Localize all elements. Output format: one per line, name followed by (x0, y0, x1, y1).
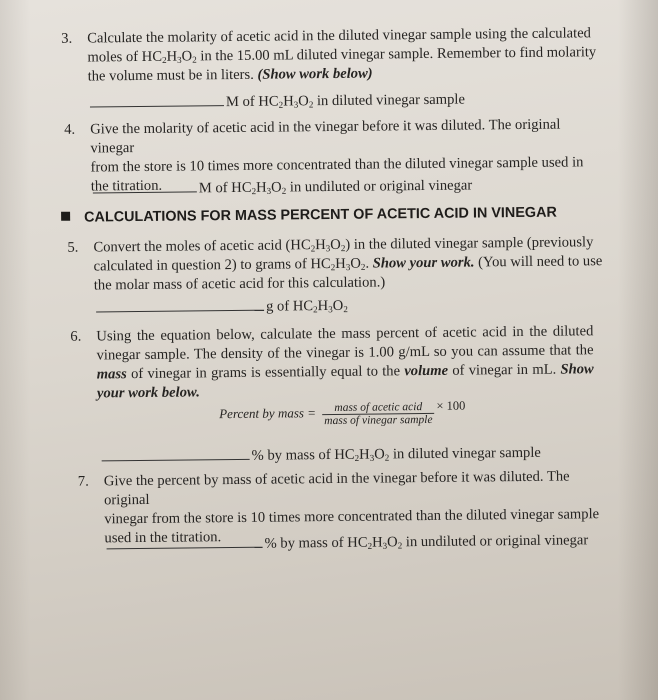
text-run: (You will need to use (474, 253, 603, 271)
mass-percent-formula (219, 399, 465, 428)
text-run: O (387, 534, 398, 551)
subscript: 3 (345, 262, 351, 273)
question-line: the molar mass of acetic acid for this calculation.) (93, 274, 386, 294)
answer-blank[interactable] (107, 547, 263, 550)
answer-blank[interactable] (93, 191, 197, 193)
square-bullet-icon (61, 212, 70, 221)
subscript: 2 (278, 99, 284, 110)
subscript: 3 (177, 54, 182, 65)
answer-line-6[interactable] (102, 444, 541, 468)
text-run: H (371, 534, 383, 551)
text-run: O (298, 93, 309, 110)
text-run: H (283, 93, 294, 110)
subscript: 2 (281, 185, 287, 196)
question-text (87, 24, 600, 86)
subscript: 2 (354, 452, 360, 464)
question-3 (61, 24, 601, 85)
text-run: M of HC (225, 93, 279, 111)
subscript: 2 (308, 99, 314, 110)
text-run: ) in the diluted vinegar sample (previously (345, 234, 594, 253)
question-text (96, 322, 594, 403)
subscript: 3 (266, 185, 272, 196)
emphasis-text: Show your work. (372, 254, 475, 272)
heading-text: CALCULATIONS FOR MASS PERCENT OF ACETIC ACID IN VINEGAR (84, 204, 557, 226)
text-run: Convert the moles of acetic acid (HC (93, 237, 311, 256)
text-run: calculated in question 2) to grams of HC (93, 255, 331, 275)
text-run: H (359, 446, 370, 463)
subscript: 2 (251, 186, 257, 197)
text-run: the volume must be in liters. (87, 66, 258, 85)
text-run: . (365, 255, 373, 272)
text-run: in undiluted or original vinegar (286, 177, 473, 196)
text-run: in diluted vinegar sample (313, 91, 465, 110)
answer-line-3[interactable] (90, 91, 465, 114)
text-run: in the 15.00 mL diluted vinegar sample. Remember to find molarity (196, 44, 597, 65)
page-shadow-right (618, 0, 658, 700)
subscript: 2 (310, 243, 316, 254)
question-number: 6. (70, 328, 82, 345)
page-shadow-left (0, 0, 30, 700)
subscript: 3 (369, 452, 375, 463)
text-run: in diluted vinegar sample (389, 444, 541, 463)
text-run: H (315, 237, 326, 254)
text-run: g of HC (265, 298, 314, 315)
emphasis-text: mass (96, 366, 127, 383)
subscript: 2 (192, 54, 197, 65)
question-line: Give the percent by mass of acetic acid in the vinegar before it was diluted. The original (103, 468, 570, 509)
question-line: used in the titration. (104, 529, 222, 547)
text-run: O (374, 446, 385, 463)
answer-blank[interactable] (90, 105, 224, 107)
question-number: 4. (64, 121, 76, 138)
text-run: O (332, 297, 344, 314)
subscript: 2 (313, 304, 318, 315)
question-line: the titration. (90, 177, 163, 195)
answer-line-4[interactable] (93, 177, 473, 200)
subscript: 2 (330, 262, 336, 273)
subscript: 2 (162, 54, 167, 65)
question-line (88, 62, 600, 86)
text-run: % by mass of HC (264, 534, 368, 552)
section-heading (61, 205, 557, 226)
text-run: of vinegar in grams is essentially equal to the (126, 363, 405, 383)
question-number: 5. (67, 239, 79, 256)
question-line: from the store is 10 times more concentrated than the diluted vinegar sample used in (90, 154, 584, 176)
formula-denominator: mass of vinegar sample (324, 413, 433, 427)
question-line: vinegar from the store is 10 times more concentrated than the diluted vinegar sample (104, 506, 600, 528)
question-line: Calculate the molarity of acetic acid in the diluted vinegar sample using the calculated (87, 25, 592, 47)
text-run: O (350, 255, 361, 272)
emphasis-text: Show (560, 361, 594, 378)
subscript: 2 (367, 540, 373, 551)
question-line: Give the molarity of acetic acid in the vinegar before it was diluted. The original vinegar (90, 116, 561, 157)
subscript: 2 (343, 304, 348, 315)
text-run: H (255, 179, 267, 196)
text-run: moles of HC (87, 48, 163, 66)
subscript: 3 (382, 540, 388, 551)
text-run: of vinegar in mL. (447, 361, 561, 379)
formula-label: Percent by mass = (219, 405, 317, 422)
text-run: O (330, 236, 341, 253)
emphasis-text: (Show work below) (257, 65, 373, 83)
answer-line-7[interactable] (106, 531, 588, 555)
formula-numerator: mass of acetic acid (322, 400, 434, 414)
question-line: Using the equation below, calculate the mass percent of acetic acid in the diluted (96, 323, 594, 345)
question-number: 7. (77, 473, 89, 490)
text-run: H (317, 298, 329, 315)
subscript: 3 (328, 304, 333, 315)
text-run: H (166, 48, 178, 65)
emphasis-text: your work below. (96, 384, 200, 402)
subscript: 3 (293, 99, 299, 110)
text-run: in undiluted or original vinegar (402, 532, 589, 551)
subscript: 2 (360, 261, 366, 272)
subscript: 2 (340, 243, 346, 254)
question-line: vinegar sample. The density of the vinegar is 1.00 g/mL so you can assume that the (96, 342, 594, 364)
text-run: O (181, 48, 193, 65)
text-run: % by mass of HC (251, 446, 355, 464)
text-run: O (271, 179, 282, 196)
question-5 (67, 233, 612, 294)
question-6 (70, 322, 595, 402)
text-run: M of HC (198, 179, 252, 197)
formula-fraction (322, 400, 435, 426)
answer-line-5[interactable] (96, 297, 348, 319)
formula-multiplier: × 100 (436, 398, 466, 413)
emphasis-text: volume (404, 362, 449, 380)
answer-blank[interactable] (96, 310, 264, 313)
text-run: H (335, 255, 346, 272)
answer-blank[interactable] (102, 459, 250, 462)
subscript: 2 (384, 452, 390, 463)
subscript: 2 (397, 540, 403, 551)
question-number: 3. (61, 30, 73, 47)
subscript: 3 (325, 243, 331, 254)
question-text (93, 233, 612, 295)
